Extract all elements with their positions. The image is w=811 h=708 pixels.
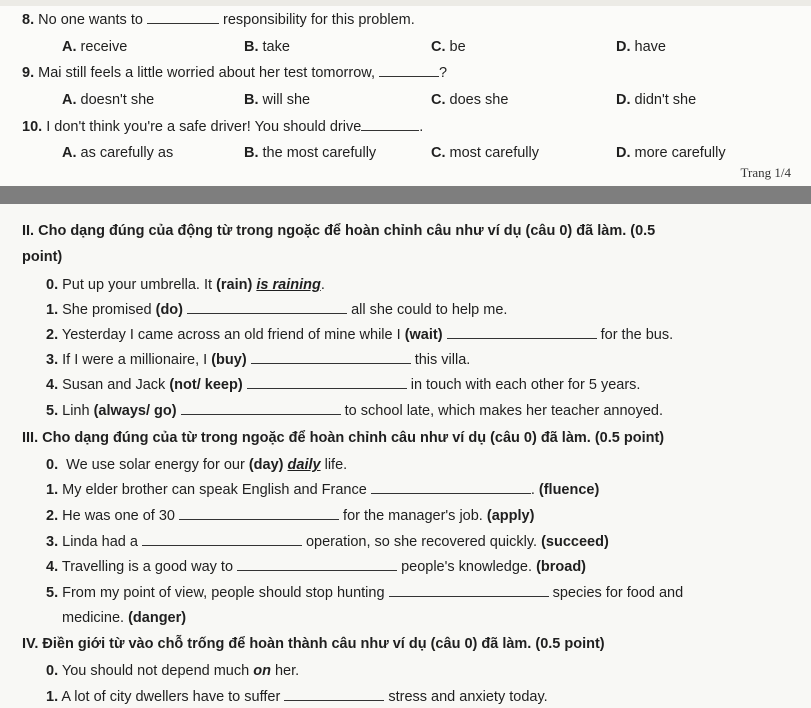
cut-off-previous-line (0, 0, 811, 6)
section-iv-heading: IV. Điền giới từ vào chỗ trống để hoàn thành câu như ví dụ (câu 0) đã làm. (0.5 point) (22, 636, 605, 652)
question-8 (22, 11, 415, 29)
option-letter: B. (244, 145, 259, 161)
verb-cue: (rain) (216, 277, 253, 293)
option-text: take (262, 39, 290, 55)
option-text: more carefully (634, 145, 726, 161)
exercise-item-0 (46, 456, 347, 474)
exercise-item-3 (46, 351, 470, 369)
answer-blank (179, 507, 339, 520)
example-answer: on (253, 663, 271, 679)
option-a (62, 144, 173, 162)
exercise-item-2 (46, 507, 534, 525)
option-d (616, 144, 726, 162)
word-cue: (broad) (536, 559, 586, 575)
question-number: 8. (22, 12, 35, 28)
question-text: Mai still feels a little worried about her test tomorrow, (38, 65, 375, 81)
item-text: He was one of 30 (62, 508, 175, 524)
item-text: to school late, which makes her teacher annoyed. (344, 403, 664, 419)
option-text: as carefully as (80, 145, 174, 161)
question-text: responsibility for this problem. (222, 12, 415, 28)
item-number: 1. (46, 302, 59, 318)
item-text: species for food and (552, 585, 684, 601)
option-b (244, 144, 376, 162)
item-text: You should not depend much (61, 663, 250, 679)
item-text: this villa. (414, 352, 471, 368)
item-text: medicine. (62, 610, 125, 626)
page-separator (0, 186, 811, 204)
item-text: From my point of view, people should stop hunting (62, 585, 385, 601)
answer-blank (181, 402, 341, 415)
item-text: . (320, 277, 325, 293)
answer-blank (389, 584, 549, 597)
option-letter: C. (431, 145, 446, 161)
answer-blank (247, 376, 407, 389)
item-number: 3. (46, 352, 59, 368)
option-a (62, 38, 127, 56)
option-letter: C. (431, 39, 446, 55)
question-9 (22, 64, 447, 82)
exercise-item-1 (46, 688, 548, 706)
verb-cue: (buy) (211, 352, 247, 368)
item-number: 3. (46, 534, 59, 550)
verb-cue: (not/ keep) (169, 377, 243, 393)
exercise-item-5-cont (62, 609, 186, 627)
option-text: didn't she (634, 92, 697, 108)
answer-blank (251, 351, 411, 364)
word-cue: (day) (248, 457, 284, 473)
item-number: 2. (46, 508, 59, 524)
answer-blank (187, 301, 347, 314)
item-text: Yesterday I came across an old friend of mine while I (61, 327, 401, 343)
item-text: stress and anxiety today. (388, 689, 548, 705)
question-text: No one wants to (38, 12, 143, 28)
example-answer: is raining (256, 277, 321, 293)
item-text: Linda had a (62, 534, 138, 550)
example-answer: daily (287, 457, 321, 473)
question-10 (22, 118, 423, 136)
verb-cue: (always/ go) (93, 403, 177, 419)
item-number: 0. (46, 663, 59, 679)
option-text: will she (262, 92, 311, 108)
verb-cue: (do) (155, 302, 183, 318)
item-number: 4. (46, 559, 59, 575)
page-number: Trang 1/4 (740, 165, 791, 180)
item-text: Linh (62, 403, 90, 419)
question-text: I don't think you're a safe driver! You should drive (46, 119, 362, 135)
item-text: in touch with each other for 5 years. (410, 377, 641, 393)
question-text: ? (439, 65, 448, 81)
answer-blank (361, 118, 419, 131)
item-text: Travelling is a good way to (61, 559, 234, 575)
question-text: . (419, 119, 424, 135)
answer-blank (379, 64, 439, 77)
item-text: She promised (62, 302, 152, 318)
exercise-item-5 (46, 402, 663, 420)
item-text: all she could to help me. (351, 302, 508, 318)
exercise-item-1 (46, 301, 507, 319)
item-text: for the manager's job. (343, 508, 483, 524)
word-cue: (danger) (128, 610, 187, 626)
item-number: 2. (46, 327, 59, 343)
exercise-item-3 (46, 533, 609, 551)
option-letter: A. (62, 39, 77, 55)
item-number: 0. (46, 277, 59, 293)
exercise-item-0 (46, 276, 325, 294)
option-letter: C. (431, 92, 446, 108)
answer-blank (447, 326, 597, 339)
option-letter: B. (244, 39, 259, 55)
option-d (616, 38, 666, 56)
option-text: the most carefully (262, 145, 377, 161)
item-number: 5. (46, 585, 59, 601)
item-text: We use solar energy for our (66, 457, 245, 473)
item-number: 1. (46, 482, 59, 498)
option-letter: D. (616, 39, 631, 55)
word-cue: (succeed) (541, 534, 609, 550)
item-number: 4. (46, 377, 59, 393)
answer-blank (142, 533, 302, 546)
item-text: for the bus. (600, 327, 674, 343)
exercise-item-5 (46, 584, 683, 602)
option-d (616, 91, 696, 109)
option-c (431, 38, 466, 56)
item-number: 0. (46, 457, 59, 473)
exercise-item-4 (46, 376, 640, 394)
item-text: people's knowledge. (401, 559, 533, 575)
question-number: 9. (22, 65, 35, 81)
option-letter: A. (62, 145, 77, 161)
item-text: life. (324, 457, 348, 473)
answer-blank (284, 688, 384, 701)
exercise-item-0 (46, 662, 299, 680)
option-letter: D. (616, 92, 631, 108)
option-c (431, 144, 539, 162)
item-text: operation, so she recovered quickly. (305, 534, 538, 550)
item-text: My elder brother can speak English and France (62, 482, 367, 498)
word-cue: (apply) (486, 508, 535, 524)
option-text: does she (449, 92, 509, 108)
item-text: If I were a millionaire, I (62, 352, 208, 368)
option-letter: B. (244, 92, 259, 108)
section-ii-heading-cont: point) (22, 249, 63, 265)
option-c (431, 91, 508, 109)
question-number: 10. (22, 119, 43, 135)
exercise-item-1 (46, 481, 599, 499)
item-text: Put up your umbrella. It (62, 277, 213, 293)
answer-blank (237, 558, 397, 571)
item-text: her. (274, 663, 300, 679)
option-b (244, 91, 310, 109)
item-text: A lot of city dwellers have to suffer (61, 689, 281, 705)
option-text: receive (80, 39, 128, 55)
section-iii-heading: III. Cho dạng đúng của từ trong ngoặc để hoàn chỉnh câu như ví dụ (câu 0) đã làm. (0.5 point) (22, 430, 665, 446)
option-text: doesn't she (80, 92, 155, 108)
option-letter: A. (62, 92, 77, 108)
exercise-item-4 (46, 558, 586, 576)
item-number: 1. (46, 689, 59, 705)
item-number: 5. (46, 403, 59, 419)
option-text: most carefully (449, 145, 539, 161)
section-ii-heading: II. Cho dạng đúng của động từ trong ngoặc để hoàn chỉnh câu như ví dụ (câu 0) đã làm. (0.5 (22, 223, 656, 239)
option-b (244, 38, 290, 56)
answer-blank (371, 481, 531, 494)
option-text: have (634, 39, 666, 55)
option-a (62, 91, 154, 109)
exercise-item-2 (46, 326, 673, 344)
answer-blank (147, 11, 219, 24)
verb-cue: (wait) (404, 327, 443, 343)
item-text: . (530, 482, 535, 498)
item-text: Susan and Jack (62, 377, 166, 393)
option-letter: D. (616, 145, 631, 161)
word-cue: (fluence) (538, 482, 600, 498)
option-text: be (449, 39, 466, 55)
